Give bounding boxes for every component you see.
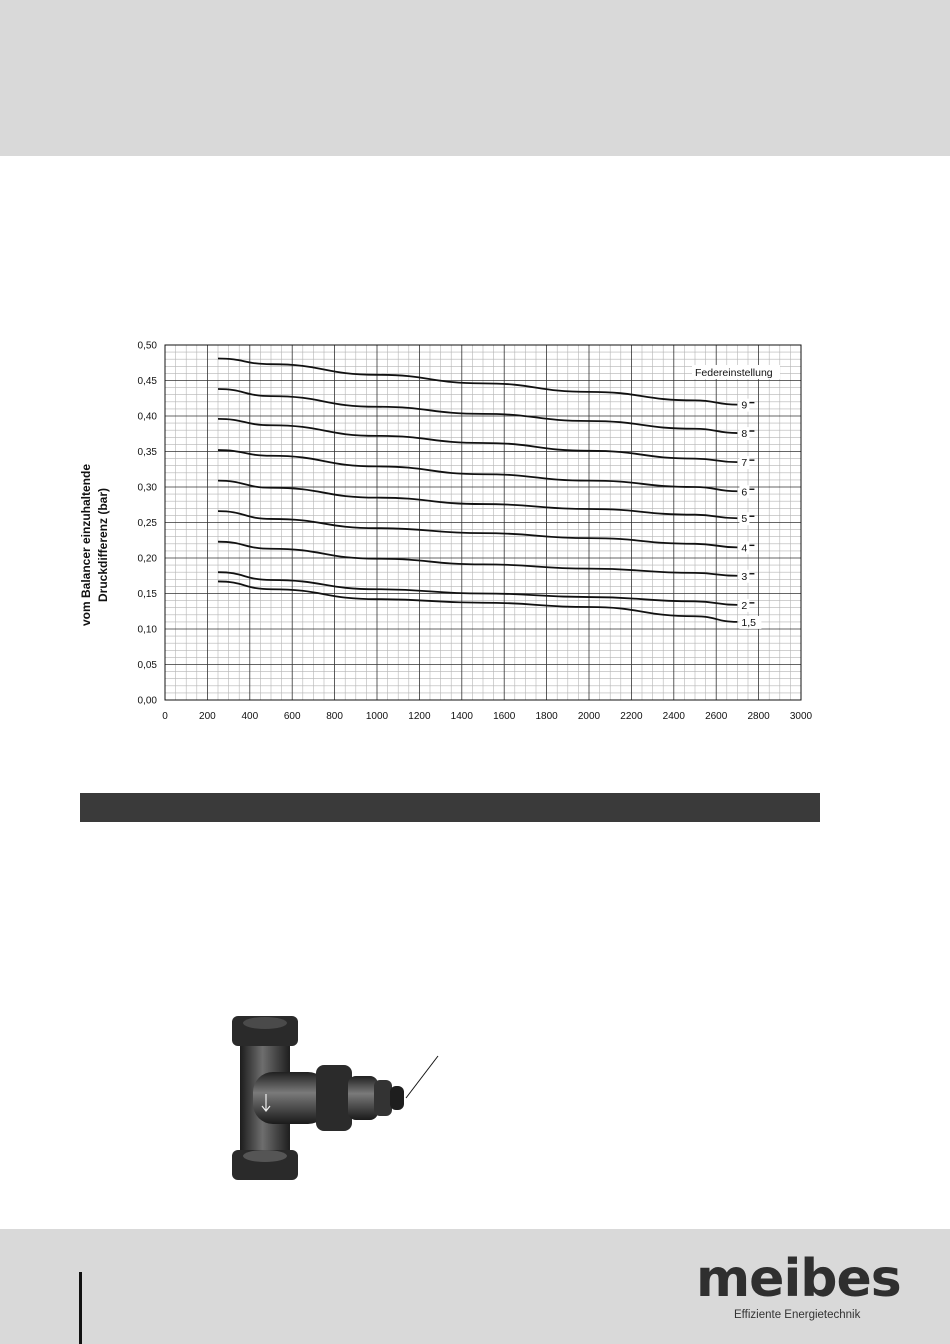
series-label-4: 4: [741, 542, 748, 555]
y-tick-label: 0,15: [137, 589, 157, 600]
logo-wordmark: meibes: [696, 1249, 901, 1309]
y-axis-label-line-1: vom Balancer einzuhaltende: [79, 463, 93, 627]
legend-title: Federeinstellung: [695, 366, 773, 379]
series-label-9: 9: [741, 399, 748, 412]
y-tick-label: 0,45: [137, 376, 157, 387]
footer-divider: [79, 1272, 82, 1344]
series-lines: [218, 358, 761, 628]
x-tick-label: 2400: [662, 711, 685, 722]
valve-product-image: [220, 1010, 460, 1190]
pressure-differential-chart: [130, 335, 830, 745]
x-tick-label: 3000: [789, 711, 813, 722]
x-tick-label: 0: [162, 711, 168, 722]
section-header-bar: [80, 793, 820, 822]
y-tick-label: 0,10: [137, 624, 157, 636]
header-band: [0, 0, 950, 156]
series-label-6: 6: [741, 486, 748, 499]
series-line-4: [218, 511, 737, 547]
y-tick-label: 0,25: [137, 518, 157, 529]
y-tick-labels: [138, 341, 158, 707]
series-label-7: 7: [741, 457, 748, 470]
x-tick-label: 2800: [747, 711, 770, 722]
series-label-5: 5: [741, 513, 748, 526]
y-tick-label: 0,00: [137, 695, 157, 707]
y-axis-label-line-2: Druckdifferenz (bar): [96, 487, 110, 603]
x-tick-label: 800: [326, 711, 343, 722]
series-label-3: 3: [741, 570, 748, 583]
x-tick-label: 1800: [535, 711, 558, 722]
y-tick-label: 0,05: [137, 660, 157, 671]
y-tick-label: 0,40: [137, 411, 157, 423]
y-tick-label: 0,35: [137, 447, 157, 458]
x-tick-label: 1400: [450, 711, 473, 722]
x-tick-labels: [162, 711, 812, 722]
y-tick-label: 0,20: [137, 553, 157, 565]
x-tick-label: 1200: [408, 711, 431, 722]
x-tick-label: 600: [283, 711, 301, 722]
x-tick-label: 1600: [493, 711, 516, 722]
x-tick-label: 400: [241, 711, 259, 722]
y-tick-label: 0,50: [137, 340, 157, 352]
series-line-3: [218, 542, 737, 576]
y-tick-label: 0,30: [137, 482, 157, 494]
logo-tagline: Effiziente Energietechnik: [734, 1309, 861, 1321]
series-label-2: 2: [741, 599, 748, 612]
x-tick-label: 2000: [577, 711, 601, 722]
legend: [692, 365, 780, 379]
series-label-8: 8: [741, 428, 748, 441]
meibes-logo: [696, 1249, 901, 1327]
series-line-7: [218, 419, 737, 462]
x-tick-label: 2600: [705, 711, 728, 722]
series-line-1-5: [218, 581, 737, 621]
series-line-2: [218, 572, 737, 605]
series-label-1-5: 1,5: [741, 616, 757, 629]
x-tick-label: 2200: [620, 711, 643, 722]
x-tick-label: 1000: [365, 711, 389, 722]
x-tick-label: 200: [199, 711, 216, 722]
